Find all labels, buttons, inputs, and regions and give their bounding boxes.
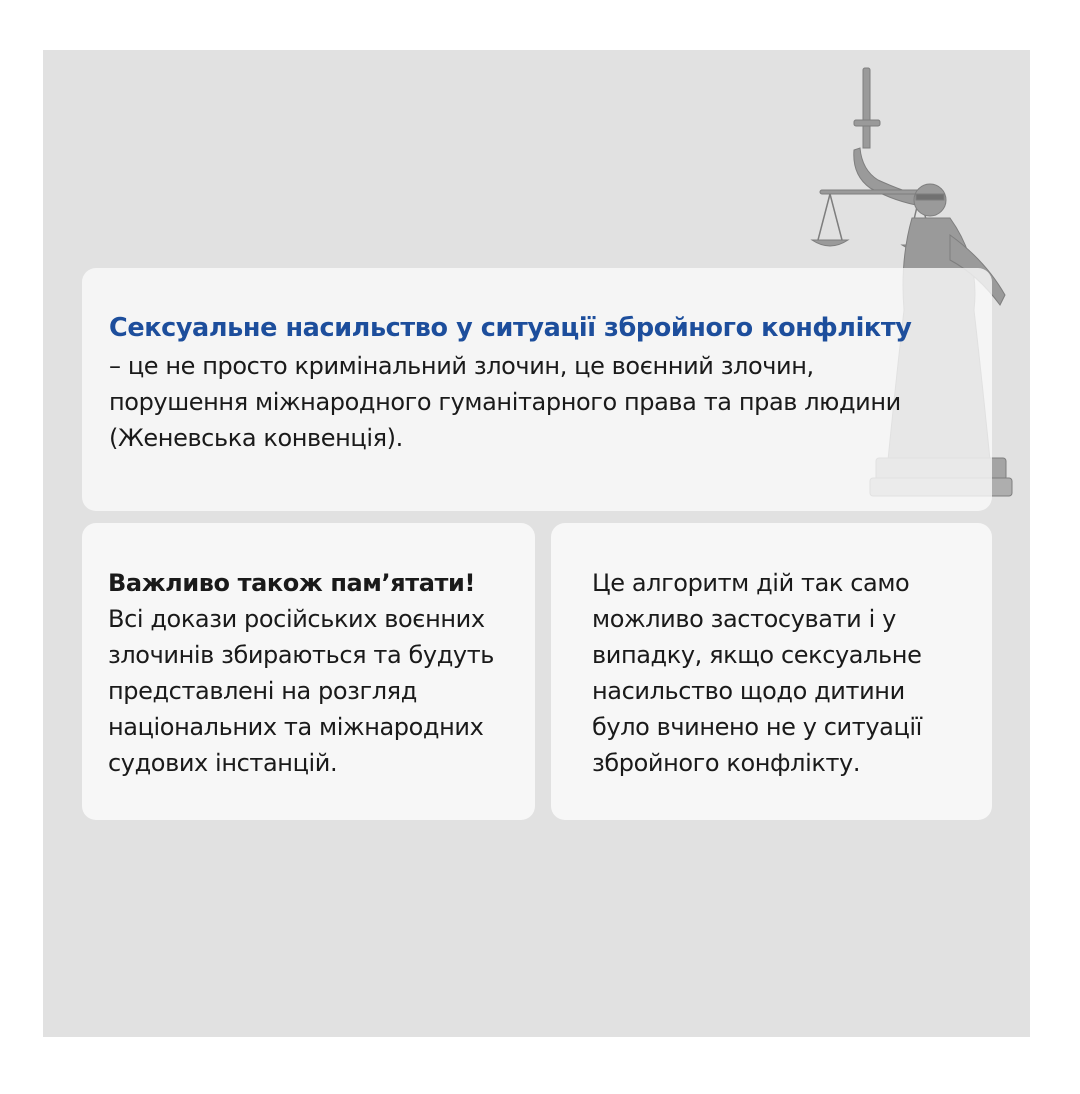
note-line: Це алгоритм дій так само — [592, 569, 910, 597]
intro-title: Сексуальне насильство у ситуації збройного конфлікту — [109, 313, 912, 343]
note-line: збройного конфлікту. — [592, 749, 861, 777]
note-line: насильство щодо дитини — [592, 677, 905, 705]
reminder-line: Всі докази російських воєнних — [108, 605, 485, 633]
intro-line: (Женевська конвенція). — [109, 424, 403, 452]
reminder-line: національних та міжнародних — [108, 713, 484, 741]
note-line: випадку, якщо сексуальне — [592, 641, 922, 669]
note-line: можливо застосувати і у — [592, 605, 896, 633]
reminder-heading: Важливо також пам’ятати! — [108, 569, 476, 597]
intro-line: порушення міжнародного гуманітарного права та прав людини — [109, 388, 901, 416]
reminder-line: судових інстанцій. — [108, 749, 338, 777]
reminder-card — [82, 523, 535, 820]
intro-card — [82, 268, 992, 511]
intro-line: – це не просто кримінальний злочин, це воєнний злочин, — [109, 352, 814, 380]
reminder-line: злочинів збираються та будуть — [108, 641, 495, 669]
reminder-text — [108, 565, 528, 781]
reminder-line: представлені на розгляд — [108, 677, 417, 705]
note-card — [551, 523, 992, 820]
note-line: було вчинено не у ситуації — [592, 713, 922, 741]
intro-body — [109, 348, 979, 456]
note-text — [592, 565, 972, 781]
